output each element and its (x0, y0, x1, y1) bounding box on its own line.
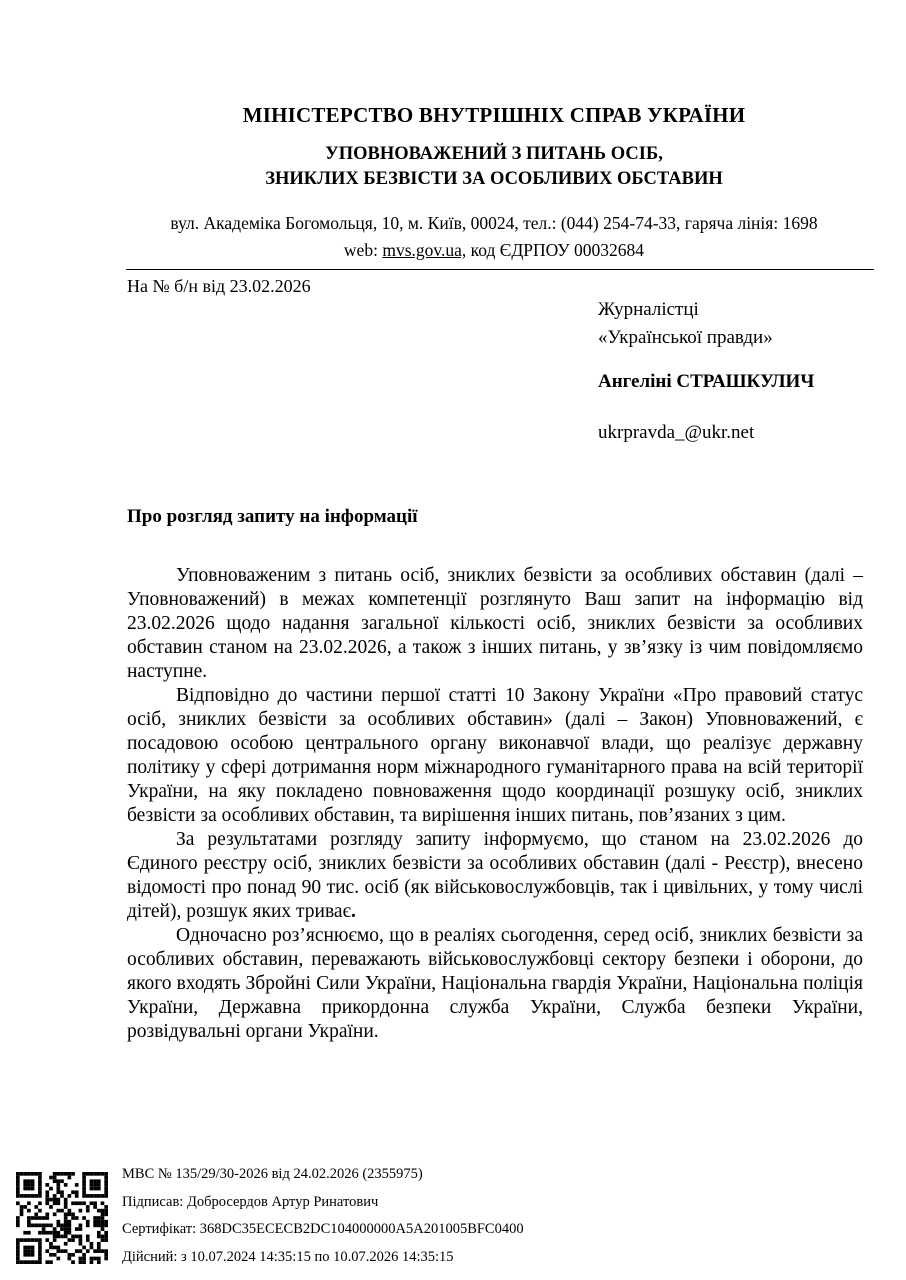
office-title-line1: УПОВНОВАЖЕНИЙ З ПИТАНЬ ОСІБ, (325, 144, 663, 164)
qr-code (16, 1172, 108, 1264)
body-paragraph-2: Відповідно до частини першої статті 10 Закону України «Про правовий статус осіб, зниклих безвісти за особливих обставин» (далі – Закон) Уповноважений, є посадовою особою центрального органу виконавчої влади, що реалізує державну політику у сфері дотримання норм міжнародного гуманітарного права на всій території України, на яку покладено повноваження щодо координації розшуку осіб, зниклих безвісти за особливих обставин, та вирішення інших питань, пов’язаних з цим. (127, 685, 863, 826)
address-block (120, 210, 868, 264)
body-paragraph-3-period: . (350, 901, 356, 922)
office-title-line2: ЗНИКЛИХ БЕЗВІСТИ ЗА ОСОБЛИВИХ ОБСТАВИН (265, 169, 723, 189)
ministry-title: МІНІСТЕРСТВО ВНУТРІШНІХ СПРАВ УКРАЇНИ (242, 103, 746, 127)
website-link[interactable]: mvs.gov.ua, (382, 240, 467, 260)
body-paragraph-4: Одночасно роз’яснюємо, що в реаліях сьогодення, серед осіб, зниклих безвісти за особливих обставин, переважають військовослужбовці сектору безпеки і оборони, до якого входять Збройні Сили України, Національна гвардія України, Національна поліція України, Державна прикордонна служба України, Служба безпеки України, розвідувальні органи України. (127, 925, 863, 1042)
body-text (127, 564, 863, 1044)
letterhead (120, 102, 868, 264)
subject-line: Про розгляд запиту на інформації (127, 506, 418, 527)
certificate: Сертифікат: 368DC35ECECB2DC104000000A5A201005BFC0400 (122, 1221, 524, 1237)
edrpou-code: код ЄДРПОУ 00032684 (466, 240, 645, 260)
recipient-block (598, 296, 814, 447)
recipient-name: Ангеліні СТРАШКУЛИЧ (598, 371, 815, 392)
body-paragraph-3-text: За результатами розгляду запиту інформуємо, що станом на 23.02.2026 до Єдиного реєстру осіб, зниклих безвісти за особливих обставин (далі - Реєстр), внесено відомості про понад 90 тис. осіб (як військовослужбовців, так і цивільних, у тому числі дітей), розшук яких триває (127, 829, 863, 922)
validity: Дійсний: з 10.07.2024 14:35:15 по 10.07.2026 14:35:15 (122, 1248, 454, 1265)
office-title (120, 142, 868, 192)
web-line (120, 237, 868, 264)
doc-number: МВС № 135/29/30-2026 від 24.02.2026 (2355975) (122, 1166, 423, 1182)
web-prefix: web: (343, 240, 383, 260)
address-line: вул. Академіка Богомольця, 10, м. Київ, 00024, тел.: (044) 254-74-33, гаряча лінія: 1698 (170, 213, 818, 233)
divider-rule (126, 269, 874, 270)
signed-by: Підписав: Добросердов Артур Ринатович (122, 1193, 379, 1210)
recipient-organization: «Української правди» (598, 327, 773, 348)
body-paragraph-3 (127, 828, 863, 924)
body-paragraph-1: Уповноваженим з питань осіб, зниклих безвісти за особливих обставин (далі – Уповноважений) в межах компетенції розглянуто Ваш запит на інформацію від 23.02.2026 щодо надання загальної кількості осіб, зниклих безвісти за особливих обставин станом на 23.02.2026, а також з інших питань, у зв’язку із чим повідомляємо наступне. (127, 565, 863, 682)
recipient-email: ukrpravda_@ukr.net (598, 422, 755, 443)
signature-block (122, 1166, 524, 1276)
recipient-role: Журналістці (598, 299, 699, 320)
reference-number: На № б/н від 23.02.2026 (127, 276, 311, 296)
